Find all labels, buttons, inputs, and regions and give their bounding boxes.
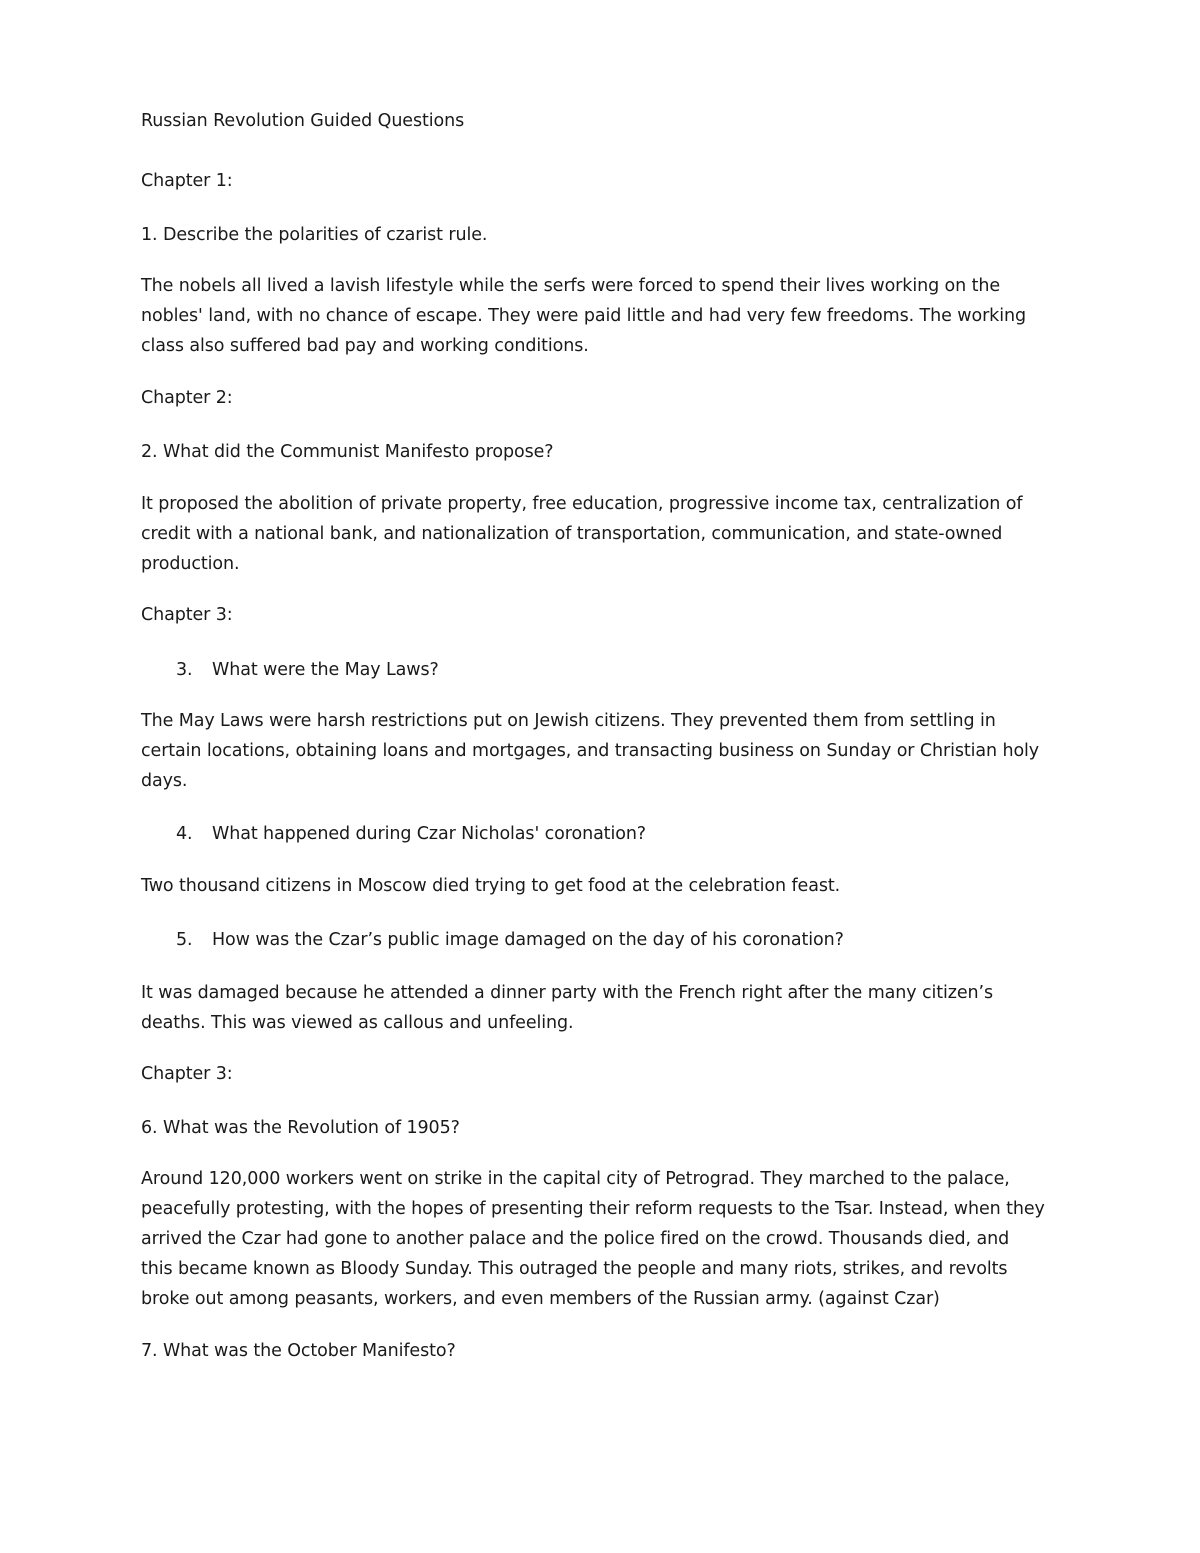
answer-line: days. <box>141 771 188 791</box>
chapter-heading: Chapter 3: <box>141 605 233 625</box>
answer-line: Two thousand citizens in Moscow died trying to get food at the celebration feast. <box>141 876 841 896</box>
question-number: 4. <box>176 824 193 844</box>
answer-line: The nobels all lived a lavish lifestyle while the serfs were forced to spend their lives working on the <box>141 276 1001 296</box>
answer-line: class also suffered bad pay and working conditions. <box>141 336 589 356</box>
chapter-heading: Chapter 3: <box>141 1064 233 1084</box>
question: 1. Describe the polarities of czarist rule. <box>141 225 488 245</box>
chapter-heading: Chapter 2: <box>141 388 233 408</box>
question: 7. What was the October Manifesto? <box>141 1341 456 1361</box>
question: 6. What was the Revolution of 1905? <box>141 1118 460 1138</box>
answer-line: broke out among peasants, workers, and even members of the Russian army. (against Czar) <box>141 1289 940 1309</box>
answer-line: It proposed the abolition of private property, free education, progressive income tax, centralization of <box>141 494 1023 514</box>
answer-line: this became known as Bloody Sunday. This outraged the people and many riots, strikes, and revolts <box>141 1259 1008 1279</box>
answer-line: credit with a national bank, and nationalization of transportation, communication, and state-owned <box>141 524 1003 544</box>
question-number: 3. <box>176 660 193 680</box>
document-title: Russian Revolution Guided Questions <box>141 111 465 131</box>
numbered-question <box>176 925 844 955</box>
question-text: What were the May Laws? <box>212 660 439 680</box>
question-text: How was the Czar’s public image damaged on the day of his coronation? <box>212 930 844 950</box>
question-number: 5. <box>176 930 193 950</box>
question-text: What happened during Czar Nicholas' coronation? <box>212 824 646 844</box>
numbered-question <box>176 655 439 685</box>
question: 2. What did the Communist Manifesto propose? <box>141 442 554 462</box>
answer-line: production. <box>141 554 240 574</box>
answer-line: deaths. This was viewed as callous and unfeeling. <box>141 1013 574 1033</box>
answer-line: nobles' land, with no chance of escape. They were paid little and had very few freedoms. The working <box>141 306 1026 326</box>
answer-line: The May Laws were harsh restrictions put on Jewish citizens. They prevented them from settling in <box>141 711 996 731</box>
answer-line: Around 120,000 workers went on strike in the capital city of Petrograd. They marched to the palace, <box>141 1169 1010 1189</box>
chapter-heading: Chapter 1: <box>141 171 233 191</box>
numbered-question <box>176 819 646 849</box>
answer-line: It was damaged because he attended a dinner party with the French right after the many citizen’s <box>141 983 994 1003</box>
answer-line: certain locations, obtaining loans and mortgages, and transacting business on Sunday or Christian holy <box>141 741 1040 761</box>
answer-line: arrived the Czar had gone to another palace and the police fired on the crowd. Thousands died, and <box>141 1229 1010 1249</box>
answer-line: peacefully protesting, with the hopes of presenting their reform requests to the Tsar. Instead, when they <box>141 1199 1045 1219</box>
